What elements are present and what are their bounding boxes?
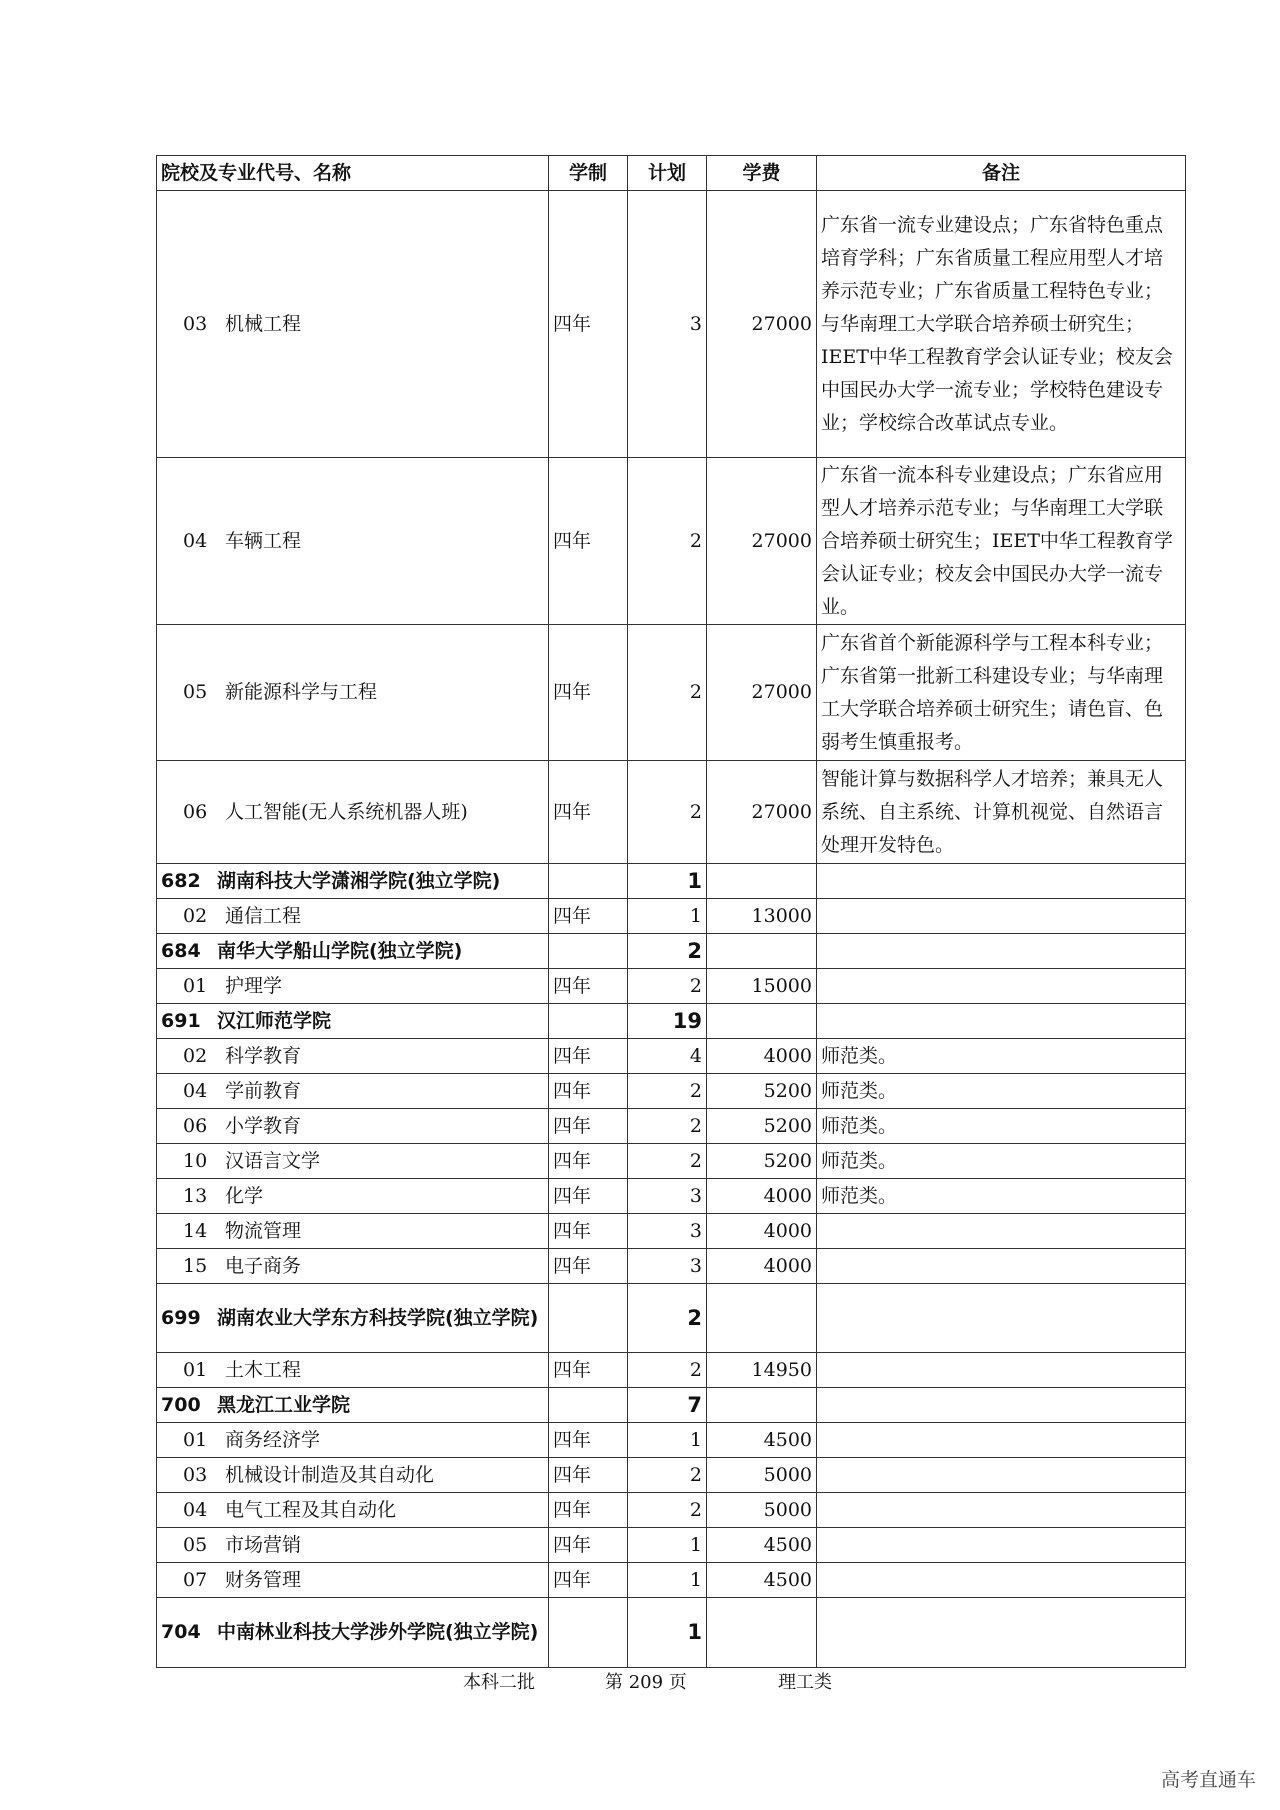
major-code: 15: [183, 1254, 208, 1277]
tuition-cell: 4500: [707, 1528, 817, 1563]
note-cell: 广东省一流专业建设点；广东省特色重点培育学科；广东省质量工程应用型人才培养示范专业；广东省质量工程特色专业；与华南理工大学联合培养硕士研究生；IEET中华工程教育学会认证专业；校友会中国民办大学一流专业；学校特色建设专业；学校综合改革试点专业。: [817, 191, 1186, 458]
tuition-cell: 4000: [707, 1249, 817, 1284]
table-row: [157, 1144, 1186, 1179]
table-row: [157, 1563, 1186, 1598]
note-cell: [817, 1249, 1186, 1284]
major-name: 化学: [225, 1184, 264, 1207]
major-code: 03: [183, 1463, 208, 1486]
duration-cell: 四年: [549, 761, 628, 864]
major-name: 通信工程: [225, 904, 302, 927]
header-notes: 备注: [817, 156, 1186, 191]
major-name: 机械设计制造及其自动化: [225, 1463, 435, 1486]
plan-cell: 1: [628, 899, 707, 934]
duration-cell: 四年: [549, 1074, 628, 1109]
table-row: [157, 1179, 1186, 1214]
major-code: 05: [183, 1533, 208, 1556]
plan-cell: 2: [628, 625, 707, 761]
major-name: 科学教育: [225, 1044, 302, 1067]
school-plan-cell: 1: [628, 1598, 707, 1668]
plan-cell: 2: [628, 1493, 707, 1528]
duration-cell: 四年: [549, 1109, 628, 1144]
school-code: 682: [161, 869, 201, 892]
duration-cell: 四年: [549, 625, 628, 761]
header-duration: 学制: [549, 156, 628, 191]
tuition-cell: 4500: [707, 1423, 817, 1458]
tuition-cell: 27000: [707, 761, 817, 864]
duration-cell: 四年: [549, 1039, 628, 1074]
plan-cell: 2: [628, 761, 707, 864]
plan-cell: 4: [628, 1039, 707, 1074]
tuition-cell: 5000: [707, 1458, 817, 1493]
header-name: 院校及专业代号、名称: [157, 156, 549, 191]
major-code: 06: [183, 800, 208, 823]
table-header-row: [157, 156, 1186, 191]
note-cell: 师范类。: [817, 1179, 1186, 1214]
school-code: 691: [161, 1009, 201, 1032]
tuition-cell: 27000: [707, 625, 817, 761]
admission-plan-table: [156, 155, 1186, 1668]
major-code: 01: [183, 1428, 208, 1451]
major-code: 06: [183, 1114, 208, 1137]
major-name: 电气工程及其自动化: [225, 1498, 397, 1521]
major-name: 学前教育: [225, 1079, 302, 1102]
plan-cell: 3: [628, 1179, 707, 1214]
watermark: 高考直通车: [1160, 1769, 1256, 1791]
plan-cell: 3: [628, 1214, 707, 1249]
school-code: 700: [161, 1393, 201, 1416]
duration-cell: 四年: [549, 1214, 628, 1249]
plan-cell: 1: [628, 1563, 707, 1598]
major-code: 01: [183, 1358, 208, 1381]
note-cell: [817, 1563, 1186, 1598]
school-plan-cell: 19: [628, 1004, 707, 1039]
note-cell: 广东省一流本科专业建设点；广东省应用型人才培养示范专业；与华南理工大学联合培养硕士研究生；IEET中华工程教育学会认证专业；校友会中国民办大学一流专业。: [817, 458, 1186, 625]
note-cell: 师范类。: [817, 1039, 1186, 1074]
note-cell: [817, 1423, 1186, 1458]
note-cell: 师范类。: [817, 1074, 1186, 1109]
plan-cell: 2: [628, 1109, 707, 1144]
table-row: [157, 761, 1186, 864]
plan-cell: 2: [628, 1353, 707, 1388]
duration-cell: 四年: [549, 1423, 628, 1458]
plan-cell: 2: [628, 969, 707, 1004]
major-name: 物流管理: [225, 1219, 302, 1242]
tuition-cell: 27000: [707, 458, 817, 625]
table-row: [157, 899, 1186, 934]
duration-cell: 四年: [549, 191, 628, 458]
note-cell: [817, 969, 1186, 1004]
school-row: [157, 864, 1186, 899]
duration-cell: 四年: [549, 1563, 628, 1598]
major-name: 土木工程: [225, 1358, 302, 1381]
major-code: 03: [183, 312, 208, 335]
plan-cell: 2: [628, 1458, 707, 1493]
school-plan-cell: 2: [628, 934, 707, 969]
header-plan: 计划: [628, 156, 707, 191]
major-name: 机械工程: [225, 312, 302, 335]
major-name: 小学教育: [225, 1114, 302, 1137]
major-code: 04: [183, 1498, 208, 1521]
footer-page-number: 第 209 页: [605, 1672, 687, 1693]
table-row: [157, 1039, 1186, 1074]
duration-cell: 四年: [549, 899, 628, 934]
table-row: [157, 1214, 1186, 1249]
note-cell: 广东省首个新能源科学与工程本科专业；广东省第一批新工科建设专业；与华南理工大学联合培养硕士研究生；请色盲、色弱考生慎重报考。: [817, 625, 1186, 761]
note-cell: 师范类。: [817, 1144, 1186, 1179]
school-plan-cell: 1: [628, 864, 707, 899]
duration-cell: 四年: [549, 1458, 628, 1493]
table-row: [157, 1074, 1186, 1109]
tuition-cell: 5000: [707, 1493, 817, 1528]
school-name: 中南林业科技大学涉外学院(独立学院): [217, 1621, 539, 1643]
table-row: [157, 458, 1186, 625]
major-code: 01: [183, 974, 208, 997]
major-name: 商务经济学: [225, 1428, 321, 1451]
major-name: 护理学: [225, 974, 283, 997]
duration-cell: 四年: [549, 1493, 628, 1528]
plan-cell: 2: [628, 458, 707, 625]
school-code: 704: [161, 1621, 201, 1643]
major-code: 13: [183, 1184, 208, 1207]
duration-cell: 四年: [549, 458, 628, 625]
major-name: 新能源科学与工程: [225, 681, 378, 703]
plan-cell: 3: [628, 1249, 707, 1284]
table-row: [157, 969, 1186, 1004]
note-cell: [817, 1528, 1186, 1563]
school-plan-cell: 2: [628, 1284, 707, 1353]
major-name: 市场营销: [225, 1533, 302, 1556]
major-name: 人工智能(无人系统机器人班): [225, 800, 468, 823]
table-row: [157, 1493, 1186, 1528]
school-name: 湖南农业大学东方科技学院(独立学院): [217, 1306, 539, 1329]
duration-cell: 四年: [549, 1353, 628, 1388]
note-cell: [817, 1458, 1186, 1493]
plan-cell: 3: [628, 191, 707, 458]
school-row: [157, 1004, 1186, 1039]
table-row: [157, 1458, 1186, 1493]
major-name: 财务管理: [225, 1568, 302, 1591]
major-code: 14: [183, 1219, 208, 1242]
tuition-cell: 27000: [707, 191, 817, 458]
school-plan-cell: 7: [628, 1388, 707, 1423]
plan-cell: 2: [628, 1144, 707, 1179]
school-name: 南华大学船山学院(独立学院): [217, 939, 463, 962]
tuition-cell: 14950: [707, 1353, 817, 1388]
duration-cell: 四年: [549, 1144, 628, 1179]
note-cell: [817, 1214, 1186, 1249]
table-row: [157, 625, 1186, 761]
table-row: [157, 1423, 1186, 1458]
major-code: 07: [183, 1568, 208, 1591]
school-code: 699: [161, 1306, 201, 1329]
tuition-cell: 4000: [707, 1179, 817, 1214]
duration-cell: 四年: [549, 969, 628, 1004]
major-code: 04: [183, 529, 208, 552]
tuition-cell: 15000: [707, 969, 817, 1004]
tuition-cell: 5200: [707, 1144, 817, 1179]
plan-cell: 1: [628, 1423, 707, 1458]
school-row: [157, 1284, 1186, 1353]
note-cell: [817, 899, 1186, 934]
page-footer: [0, 1668, 1280, 1698]
plan-cell: 1: [628, 1528, 707, 1563]
major-code: 10: [183, 1149, 208, 1172]
school-row: [157, 934, 1186, 969]
school-name: 湖南科技大学潇湘学院(独立学院): [217, 869, 501, 892]
school-code: 684: [161, 939, 201, 962]
major-code: 02: [183, 904, 208, 927]
school-name: 汉江师范学院: [217, 1009, 332, 1032]
major-name: 电子商务: [225, 1254, 302, 1277]
table-row: [157, 1353, 1186, 1388]
note-cell: 智能计算与数据科学人才培养；兼具无人系统、自主系统、计算机视觉、自然语言处理开发特色。: [817, 761, 1186, 864]
note-cell: [817, 1493, 1186, 1528]
note-cell: [817, 1353, 1186, 1388]
tuition-cell: 4500: [707, 1563, 817, 1598]
school-name: 黑龙江工业学院: [217, 1393, 351, 1416]
major-name: 车辆工程: [225, 529, 302, 552]
table-row: [157, 1109, 1186, 1144]
table-row: [157, 191, 1186, 458]
tuition-cell: 5200: [707, 1074, 817, 1109]
footer-batch: 本科二批: [463, 1672, 535, 1693]
major-code: 02: [183, 1044, 208, 1067]
major-code: 04: [183, 1079, 208, 1102]
tuition-cell: 4000: [707, 1039, 817, 1074]
tuition-cell: 13000: [707, 899, 817, 934]
note-cell: 师范类。: [817, 1109, 1186, 1144]
table-row: [157, 1249, 1186, 1284]
major-code: 05: [183, 681, 208, 703]
tuition-cell: 5200: [707, 1109, 817, 1144]
tuition-cell: 4000: [707, 1214, 817, 1249]
plan-cell: 2: [628, 1074, 707, 1109]
school-row: [157, 1388, 1186, 1423]
table-row: [157, 1528, 1186, 1563]
duration-cell: 四年: [549, 1528, 628, 1563]
major-name: 汉语言文学: [225, 1149, 321, 1172]
school-row: [157, 1598, 1186, 1668]
footer-category: 理工类: [778, 1672, 832, 1693]
header-tuition: 学费: [707, 156, 817, 191]
duration-cell: 四年: [549, 1179, 628, 1214]
duration-cell: 四年: [549, 1249, 628, 1284]
